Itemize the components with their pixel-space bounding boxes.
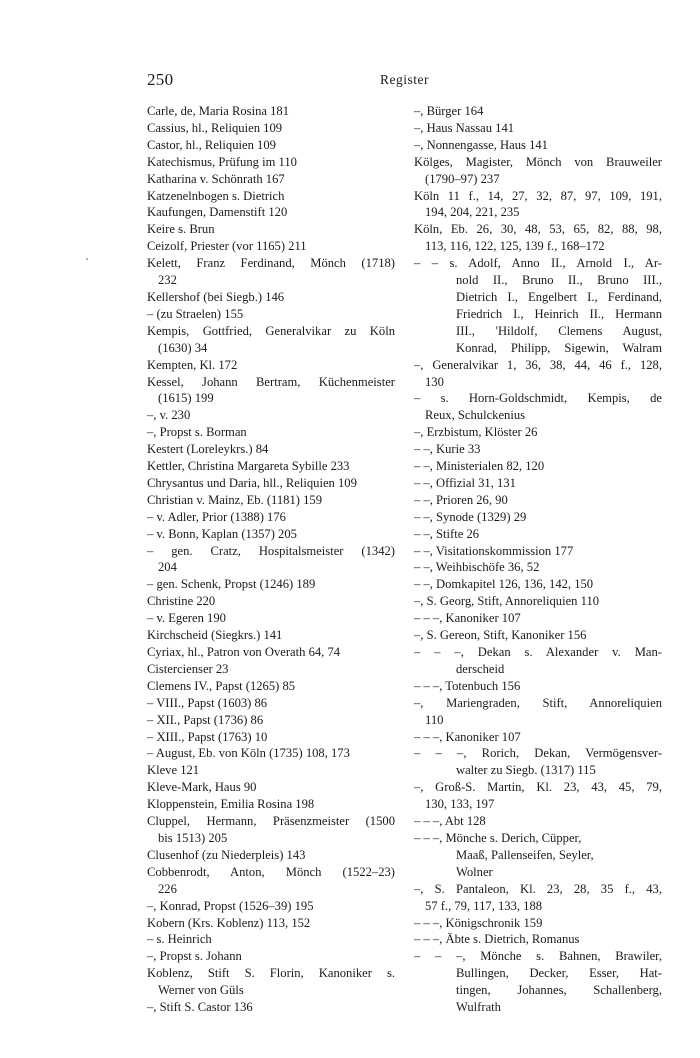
index-entry [147,526,395,543]
index-entry-continuation: tingen, Johannes, Schallenberg, [456,983,662,998]
index-entry [414,154,662,188]
index-entry-continuation: 204 [158,560,177,575]
index-entry [147,661,395,678]
index-entry [414,509,662,526]
index-entry [414,644,662,678]
index-entry [147,948,395,965]
index-entry-line: – – –, Mönche s. Derich, Cüpper, [414,830,582,845]
index-entry-line: – v. Adler, Prior (1388) 176 [147,509,286,524]
index-entry-line: –, Groß-S. Martin, Kl. 23, 43, 45, 79, [414,780,662,795]
index-entry-line: Cassius, hl., Reliquien 109 [147,120,283,135]
index-entry [414,424,662,441]
index-entry [147,762,395,779]
index-entry [147,864,395,898]
index-entry [147,103,395,120]
index-entry [147,475,395,492]
index-entry [147,492,395,509]
index-entry [147,238,395,255]
index-entry-continuation: 194, 204, 221, 235 [425,205,520,220]
index-entry [414,915,662,932]
index-entry [414,137,662,154]
index-entry-line: – – –, Kanoniker 107 [414,611,521,626]
index-entry-continuation: (1630) 34 [158,340,208,355]
index-entry-continuation: walter zu Siegb. (1317) 115 [456,763,596,778]
index-entry-line: –, S. Gereon, Stift, Kanoniker 156 [414,628,587,643]
index-entry-line: – –, Synode (1329) 29 [414,509,527,524]
index-entry [414,221,662,255]
index-entry-line: –, Generalvikar 1, 36, 38, 44, 46 f., 128, [414,357,662,372]
index-entry-continuation: Maaß, Pallenseifen, Seyler, [456,847,594,862]
index-column-left [147,103,395,1016]
index-entry-line: –, Erzbistum, Klöster 26 [414,425,538,440]
index-entry [414,103,662,120]
index-entry-line: – –, Visitationskommission 177 [414,543,574,558]
page-number: 250 [147,70,174,89]
index-entry [147,644,395,661]
index-entry [147,221,395,238]
index-entry [414,492,662,509]
index-entry [147,915,395,932]
index-entry [414,593,662,610]
index-entry [147,796,395,813]
index-entry-continuation: 232 [158,273,177,288]
index-entry [147,695,395,712]
index-entry [414,390,662,424]
index-entry [414,745,662,779]
index-entry [414,188,662,222]
index-entry-line: Koblenz, Stift S. Florin, Kanoniker s. [147,966,395,981]
index-entry-line: – –, Kurie 33 [414,442,481,457]
index-entry [147,931,395,948]
index-entry [147,171,395,188]
index-entry-line: –, S. Georg, Stift, Annoreliquien 110 [414,594,600,609]
index-entry-line: Chrysantus und Daria, hll., Reliquien 109 [147,475,357,490]
index-entry-line: – – –, Totenbuch 156 [414,678,521,693]
index-entry-line: – VIII., Papst (1603) 86 [147,695,268,710]
index-entry-line: Cyriax, hl., Patron von Overath 64, 74 [147,645,341,659]
index-entry-continuation: 226 [158,881,177,896]
index-entry-line: Katzenelnbogen s. Dietrich [147,188,285,203]
index-entry-line: – – –, Rorich, Dekan, Vermögensver- [414,746,662,761]
index-entry-continuation: 57 f., 79, 117, 133, 188 [425,898,543,913]
index-entry-line: –, v. 230 [147,408,191,423]
index-entry-line: Katechismus, Prüfung im 110 [147,154,297,169]
index-entry [414,120,662,137]
index-entry [147,898,395,915]
index-entry-line: Keire s. Brun [147,222,215,237]
index-entry-continuation: (1615) 199 [158,391,214,406]
index-entry-continuation: nold II., Bruno II., Bruno III., [456,273,662,288]
index-entry-line: Köln 11 f., 14, 27, 32, 87, 97, 109, 191, [414,188,662,203]
index-entry [414,695,662,729]
index-entry [414,526,662,543]
index-entry-line: – – –, Dekan s. Alexander v. Man- [414,645,662,659]
index-entry [147,407,395,424]
index-entry-line: – –, Prioren 26, 90 [414,492,508,507]
index-entry-line: – –, Offizial 31, 131 [414,475,516,490]
index-entry-line: Cobbenrodt, Anton, Mönch (1522–23) [147,864,395,879]
index-entry-line: Cluppel, Hermann, Präsenzmeister (1500 [147,814,395,829]
index-entry-continuation: Wolner [456,864,493,879]
index-entry [147,357,395,374]
running-header: Register [380,72,429,87]
index-entry [147,999,395,1016]
index-entry-continuation: bis 1513) 205 [158,830,228,845]
index-entry-line: –, Stift S. Castor 136 [147,1000,253,1015]
index-entry-line: –, Bürger 164 [414,104,484,118]
index-entry [414,543,662,560]
index-entry [414,576,662,593]
index-entry [147,289,395,306]
index-entry-line: – – –, Mönche s. Bahnen, Brawiler, [414,949,662,964]
index-entry [147,509,395,526]
index-entry-continuation: derscheid [456,661,505,676]
index-entry-line: –, S. Pantaleon, Kl. 23, 28, 35 f., 43, [414,881,662,896]
index-entry [147,120,395,137]
index-entry-continuation: Wulfrath [456,1000,501,1015]
index-entry-line: Ceizolf, Priester (vor 1165) 211 [147,239,307,254]
index-entry-line: – gen. Cratz, Hospitalsmeister (1342) [147,543,395,558]
margin-dot [86,258,88,260]
index-entry-line: Kettler, Christina Margareta Sybille 233 [147,459,350,474]
index-entry [414,357,662,391]
index-entry-line: – – s. Adolf, Anno II., Arnold I., Ar- [414,256,662,271]
index-entry-line: Kestert (Loreleykrs.) 84 [147,442,269,457]
index-entry-line: – XII., Papst (1736) 86 [147,712,264,727]
index-entry-line: Christine 220 [147,594,216,609]
index-entry-line: Köln, Eb. 26, 30, 48, 53, 65, 82, 88, 98, [414,222,662,237]
index-entry [414,931,662,948]
index-entry-line: – – –, Kanoniker 107 [414,729,521,744]
index-entry-line: –, Propst s. Johann [147,949,242,964]
index-entry-line: Katharina v. Schönrath 167 [147,171,285,186]
index-entry-line: Kirchscheid (Siegkrs.) 141 [147,628,283,643]
index-entry-continuation: Werner von Güls [158,983,244,998]
index-entry-line: – v. Egeren 190 [147,611,226,626]
index-entry-line: Christian v. Mainz, Eb. (1181) 159 [147,492,323,507]
index-entry-line: Kaufungen, Damenstift 120 [147,205,288,220]
index-entry-continuation: Bullingen, Decker, Esser, Hat- [456,966,662,981]
index-entry-line: Kempis, Gottfried, Generalvikar zu Köln [147,323,395,338]
index-entry [147,137,395,154]
index-entry [147,712,395,729]
index-entry [147,847,395,864]
index-entry-line: –, Haus Nassau 141 [414,120,515,135]
index-entry [147,779,395,796]
index-entry [414,475,662,492]
index-entry [147,424,395,441]
index-entry-line: Castor, hl., Reliquien 109 [147,137,276,152]
index-entry-line: – –, Stifte 26 [414,526,480,541]
index-entry [147,441,395,458]
index-entry [414,948,662,1016]
index-entry [147,729,395,746]
index-entry [147,255,395,289]
index-entry [147,154,395,171]
index-entry-line: Kleve-Mark, Haus 90 [147,780,257,795]
index-entry-line: Kessel, Johann Bertram, Küchenmeister [147,374,395,389]
index-entry-line: Kempten, Kl. 172 [147,357,238,372]
index-entry-line: Kellershof (bei Siegb.) 146 [147,289,285,304]
index-entry [414,830,662,881]
index-entry-continuation: Dietrich I., Engelbert I., Ferdinand, [456,289,662,304]
index-entry [414,729,662,746]
index-entry-line: Kobern (Krs. Koblenz) 113, 152 [147,915,311,930]
index-entry-line: Kloppenstein, Emilia Rosina 198 [147,797,315,812]
index-entry [147,965,395,999]
index-entry-continuation: III., 'Hildolf, Clemens August, [456,323,662,338]
index-entry-line: –, Nonnengasse, Haus 141 [414,137,548,152]
index-entry-line: Kleve 121 [147,763,200,778]
index-entry-line: – – –, Äbte s. Dietrich, Romanus [414,932,580,947]
index-entry-line: – August, Eb. von Köln (1735) 108, 173 [147,746,350,761]
index-entry-line: Clemens IV., Papst (1265) 85 [147,678,296,693]
index-entry-line: Clusenhof (zu Niederpleis) 143 [147,847,306,862]
index-entry-continuation: 113, 116, 122, 125, 139 f., 168–172 [425,239,605,254]
index-entry-line: –, Konrad, Propst (1526–39) 195 [147,898,314,913]
index-entry-continuation: 130, 133, 197 [425,797,495,812]
index-entry [414,458,662,475]
index-entry-line: –, Mariengraden, Stift, Annoreliquien [414,695,662,710]
index-entry [147,610,395,627]
index-entry-line: – (zu Straelen) 155 [147,306,244,321]
index-entry [414,559,662,576]
index-entry-line: – s. Horn-Goldschmidt, Kempis, de [414,391,662,406]
index-entry [147,745,395,762]
index-entry-line: – –, Ministerialen 82, 120 [414,459,545,474]
index-entry [414,779,662,813]
index-entry-continuation: 110 [425,712,444,727]
index-entry-line: Carle, de, Maria Rosina 181 [147,104,289,118]
index-entry [414,441,662,458]
index-column-right [414,103,662,1016]
index-entry [147,306,395,323]
index-entry-line: – – –, Königschronik 159 [414,915,543,930]
index-entry [147,813,395,847]
index-entry [147,593,395,610]
index-entry [147,678,395,695]
index-entry-line: – –, Weihbischöfe 36, 52 [414,560,540,575]
index-entry-continuation: 130 [425,374,444,389]
index-entry [414,610,662,627]
index-entry-line: – XIII., Papst (1763) 10 [147,729,268,744]
index-entry [147,576,395,593]
index-entry-line: – v. Bonn, Kaplan (1357) 205 [147,526,297,541]
index-entry-line: Kelett, Franz Ferdinand, Mönch (1718) [147,256,395,271]
index-entry-continuation: Friedrich I., Heinrich II., Hermann [456,306,662,321]
index-entry [147,204,395,221]
index-entry [147,627,395,644]
index-entry [147,323,395,357]
index-entry [414,881,662,915]
index-entry-line: Cistercienser 23 [147,661,229,676]
index-entry [414,627,662,644]
index-entry-line: –, Propst s. Borman [147,425,247,440]
index-entry [414,255,662,356]
index-entry [147,188,395,205]
index-entry-line: – –, Domkapitel 126, 136, 142, 150 [414,577,594,592]
index-entry [147,543,395,577]
index-entry [414,813,662,830]
index-entry-continuation: Reux, Schulckenius [425,408,526,423]
index-entry-line: – s. Heinrich [147,932,212,947]
index-entry-continuation: Konrad, Philipp, Sigewin, Walram [456,340,662,355]
index-entry [147,458,395,475]
index-entry [414,678,662,695]
index-entry-line: Kölges, Magister, Mönch von Brauweiler [414,154,662,169]
index-entry-line: – gen. Schenk, Propst (1246) 189 [147,577,316,592]
index-entry-continuation: (1790–97) 237 [425,171,500,186]
index-entry-line: – – –, Abt 128 [414,814,486,829]
index-entry [147,374,395,408]
